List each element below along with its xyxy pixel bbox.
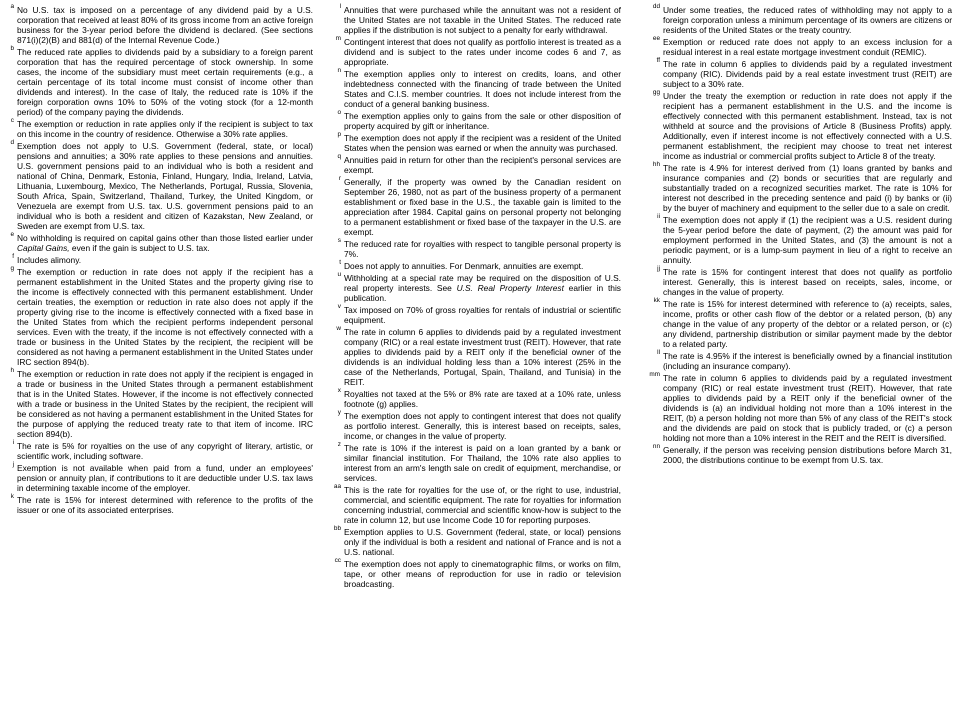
footnote-marker: u <box>337 271 341 278</box>
footnote-item-p <box>337 131 621 153</box>
footnote-text: Exemption applies to U.S. Government (federal, state, or local) pensions only if the individual is both a resident and national of France and is not a U.S. national. <box>344 527 621 557</box>
footnote-item-m <box>335 35 621 67</box>
footnote-item-nn <box>652 443 952 465</box>
footnote-item-r <box>338 175 621 237</box>
footnote-text: Generally, if the property was owned by the Canadian resident on September 26, 1980, not as part of the business property of a permanent establishment or fixed base in the U.S., the taxable gain is limited to the appreciation after 1984. Capital gains on personal property not belonging to a permanent establishment or fixed base of the taxpayer in the U.S. are exempt. <box>344 177 621 237</box>
footnote-marker: f <box>12 253 14 260</box>
footnote-marker: o <box>337 109 341 116</box>
footnote-text: The rate is 4.95% if the interest is beneficially owned by a financial institution (including an insurance company). <box>663 351 952 371</box>
footnote-text: The rate is 4.9% for interest derived from (1) loans granted by banks and insurance companies and (2) bonds or securities that are regularly and substantially traded on a recognized securities market. The rate is 10% for interest not described in the preceding sentence and paid (i) by banks or (ii) by the buyer of machinery and equipment to the seller due to a sale on credit. <box>663 163 952 213</box>
footnote-text: The rate is 5% for royalties on the use of any copyright of literary, artistic, or scientific work, including software. <box>17 441 313 461</box>
footnote-marker: p <box>337 131 341 138</box>
footnote-marker: v <box>337 303 341 310</box>
footnote-text: The exemption applies only to interest on credits, loans, and other indebtedness connected with the financing of trade between the United States and C.I.S. member countries. It does not include interest from the conduct of a general banking business. <box>344 69 621 109</box>
footnote-text: No U.S. tax is imposed on a percentage of any dividend paid by a U.S. corporation that received at least 80% of its gross income from an active foreign business for the 3-year period before the dividend is declared. (See sections 871(i)(2)(B) and 881(d) of the Internal Revenue Code.) <box>17 5 313 45</box>
footnote-item-ii <box>657 213 952 265</box>
footnote-item-i <box>12 439 313 461</box>
footnote-marker: jj <box>657 265 660 272</box>
footnote-item-x <box>337 387 621 409</box>
footnote-marker: dd <box>652 3 660 10</box>
footnote-item-dd <box>652 3 952 35</box>
footnote-item-o <box>337 109 621 131</box>
footnote-item-jj <box>657 265 952 297</box>
footnote-text: Annuities that were purchased while the annuitant was not a resident of the United States are not taxable in the United States. The reduced rate applies if the distribution is not subject to a penalty for early withdrawal. <box>344 5 621 35</box>
footnote-marker: z <box>337 441 341 448</box>
footnote-marker: c <box>10 117 14 124</box>
footnote-item-q <box>337 153 621 175</box>
footnote-item-h <box>10 367 313 439</box>
footnote-item-aa <box>333 483 621 525</box>
footnote-text: The rate is 15% for contingent interest that does not qualify as portfolio interest. Generally, this is interest based on receipts, sales, income, or changes in the value of property. <box>663 267 952 297</box>
footnote-item-bb <box>333 525 621 557</box>
footnote-marker: ll <box>657 349 660 356</box>
footnote-item-s <box>337 237 621 259</box>
footnote-text: Withholding at a special rate may be required on the disposition of U.S. real property interests. See U.S. Real Property Interest earlier in this publication. <box>344 273 621 303</box>
footnote-item-l <box>339 3 621 35</box>
footnote-marker: k <box>10 493 14 500</box>
footnote-text: The exemption does not apply to contingent interest that does not qualify as portfolio interest. Generally, this is interest based on receipts, sales, income, or changes in the value of property. <box>344 411 621 441</box>
footnote-item-n <box>337 67 621 109</box>
footnote-text: Includes alimony. <box>17 255 82 265</box>
footnote-item-t <box>339 259 621 271</box>
footnote-column-1 <box>10 3 313 517</box>
footnote-marker: g <box>10 265 14 272</box>
footnote-item-mm <box>649 371 952 443</box>
footnote-marker: x <box>337 387 341 394</box>
footnote-marker: ii <box>657 213 660 220</box>
footnote-marker: s <box>337 237 341 244</box>
footnote-text: Generally, if the person was receiving pension distributions before March 31, 2000, the distributions continue to be exempt from U.S. tax. <box>663 445 952 465</box>
footnote-marker: ff <box>656 57 660 64</box>
footnote-text: No withholding is required on capital gains other than those listed earlier under Capital Gains, even if the gain is subject to U.S. tax. <box>17 233 313 253</box>
footnote-marker: a <box>10 3 14 10</box>
footnote-text: The rate is 15% for interest determined with reference to the profits of the issuer or one of its associated enterprises. <box>17 495 313 515</box>
footnote-text: Exemption or reduced rate does not apply to an excess inclusion for a residual interest in a real estate mortgage investment conduit (REMIC). <box>663 37 952 57</box>
footnote-item-ll <box>657 349 952 371</box>
footnote-item-k <box>10 493 313 515</box>
footnote-text: Contingent interest that does not qualify as portfolio interest is treated as a dividend and is subject to the rates under income codes 6 and 7, as appropriate. <box>344 37 621 67</box>
footnote-marker: hh <box>652 161 660 168</box>
footnote-item-a <box>10 3 313 45</box>
footnote-item-v <box>337 303 621 325</box>
footnote-marker: e <box>10 231 14 238</box>
footnote-item-b <box>10 45 313 117</box>
footnote-text: The exemption does not apply if the recipient was a resident of the United States when the pension was earned or when the annuity was purchased. <box>344 133 621 153</box>
footnote-marker: y <box>337 409 341 416</box>
footnote-item-j <box>12 461 313 493</box>
footnote-marker: m <box>335 35 341 42</box>
footnote-marker: ee <box>652 35 660 42</box>
footnote-text: Royalties not taxed at the 5% or 8% rate are taxed at a 10% rate, unless footnote (g) applies. <box>344 389 621 409</box>
footnote-item-w <box>336 325 621 387</box>
footnote-column-3 <box>649 3 952 467</box>
footnote-marker: gg <box>652 89 660 96</box>
footnote-column-2 <box>333 3 621 591</box>
footnote-marker: d <box>10 139 14 146</box>
footnote-text: Does not apply to annuities. For Denmark, annuities are exempt. <box>344 261 584 271</box>
footnote-marker: q <box>337 153 341 160</box>
footnote-marker: mm <box>649 371 660 378</box>
footnote-text: The exemption does not apply to cinematographic films, or works on film, tape, or other means of reproduction for use in radio or television broadcasting. <box>344 559 621 589</box>
footnote-item-kk <box>653 297 952 349</box>
footnote-item-e <box>10 231 313 253</box>
footnote-marker: kk <box>653 297 660 304</box>
footnote-marker: r <box>338 175 341 182</box>
footnote-marker: bb <box>333 525 341 532</box>
footnote-text: The exemption does not apply if (1) the recipient was a U.S. resident during the 5-year period before the date of payment, (2) the amount was paid for employment performed in the United States, and (3) the amount is not a periodic payment, or is a lump-sum payment in lieu of a right to receive an annuity. <box>663 215 952 265</box>
footnote-text: The reduced rate applies to dividends paid by a subsidiary to a foreign parent corporation that has the required percentage of stock ownership. In some cases, the income of the subsidiary must meet certain requirements (e.g., a certain percentage of its total income must consist of income other than dividends and interest). In the case of Italy, the reduced rate is 10% if the foreign corporation owns 10% to 50% of the voting stock (for a 12-month period) of the company paying the dividends. <box>17 47 313 117</box>
footnote-item-ee <box>652 35 952 57</box>
footnote-item-z <box>337 441 621 483</box>
footnote-text: The exemption or reduction in rate applies only if the recipient is subject to tax on this income in the country of residence. Otherwise a 30% rate applies. <box>17 119 313 139</box>
footnote-marker: i <box>12 439 14 446</box>
footnote-marker: w <box>336 325 341 332</box>
footnote-text: Under some treaties, the reduced rates of withholding may not apply to a foreign corporation unless a minimum percentage of its owners are citizens or residents of the United States or the treaty country. <box>663 5 952 35</box>
footnote-marker: l <box>339 3 341 10</box>
footnote-marker: nn <box>652 443 660 450</box>
footnote-marker: cc <box>334 557 341 564</box>
footnote-text: Exemption is not available when paid from a fund, under an employees' pension or annuity plan, if contributions to it are deductible under U.S. tax laws in determining taxable income of the employer. <box>17 463 313 493</box>
footnote-text: The exemption or reduction in rate does not apply if the recipient is engaged in a trade or business in the United States through a permanent establishment that is in the United States. However, if the income is not effectively connected with a trade or business in the United States by the recipient, the recipient will be considered as not having a permanent establishment in the United States for the purpose of applying the reduced treaty rate to that item of income. IRC section 894(b). <box>17 369 313 439</box>
footnote-text: Under the treaty the exemption or reduction in rate does not apply if the recipient has a permanent establishment in the U.S. and the income is effectively connected with this permanent establishment. Instead, tax is not withheld at source and the provisions of Article 8 (Business Profits) apply. Additionally, even if interest income is not effectively connected with a U.S. permanent establishment, the recipient may choose to treat net interest income as industrial or commercial profits subject to Article 8 of the treaty. <box>663 91 952 161</box>
footnote-item-d <box>10 139 313 231</box>
footnote-marker: h <box>10 367 14 374</box>
footnote-text: The exemption or reduction in rate does not apply if the recipient has a permanent establishment in the United States and the property giving rise to the income is effectively connected with this permanent establishment. Under certain treaties, the exemption or reduction in rate also does not apply if the property giving rise to the income is effectively connected with a fixed base in the United States from which the recipient performs independent personal services. Even with the treaty, if the income is not effectively connected with a trade or business in the United States by the recipient, the recipient will be considered as not having a permanent establishment in the United States under IRC section 894(b). <box>17 267 313 367</box>
footnote-text: The rate in column 6 applies to dividends paid by a regulated investment company (RIC) or real estate investment trust (REIT). However, that rate applies to dividends paid by a REIT only if the beneficial owner of the dividends is (a) an individual holding not more than a 10% interest in the REIT, (b) a person holding not more than 5% of any class of the REIT's stock and the dividends are paid on stock that is publicly traded, or (c) a person holding not more than a 10% interest in the REIT and the REIT is diversified. <box>663 373 952 443</box>
footnote-text: Tax imposed on 70% of gross royalties for rentals of industrial or scientific equipment. <box>344 305 621 325</box>
footnote-text: Annuities paid in return for other than the recipient's personal services are exempt. <box>344 155 621 175</box>
footnote-item-ff <box>656 57 952 89</box>
footnote-marker: j <box>12 461 14 468</box>
footnote-text: The exemption applies only to gains from the sale or other disposition of property acquired by gift or inheritance. <box>344 111 621 131</box>
footnote-text: The rate in column 6 applies to dividends paid by a regulated investment company (RIC) or a real estate investment trust (REIT). However, that rate applies to dividends paid by a REIT only if the beneficial owner of the dividends is an individual holding less than a 10% interest (25% in the case of the Netherlands, Portugal, Spain, Thailand, and Tunisia) in the REIT. <box>344 327 621 387</box>
footnote-text: The rate is 15% for interest determined with reference to (a) receipts, sales, income, profits or other cash flow of the debtor or a related person, (b) any change in the value of any property of the debtor or a related person, or (c) any dividend, partnership distribution or similar payment made by the debtor to a related party. <box>663 299 952 349</box>
footnote-text: The rate in column 6 applies to dividends paid by a regulated investment company (RIC). Dividends paid by a real estate investment trust (REIT) are subject to a 30% rate. <box>663 59 952 89</box>
footnote-item-hh <box>652 161 952 213</box>
footnote-item-u <box>337 271 621 303</box>
footnote-text: This is the rate for royalties for the use of, or the right to use, industrial, commercial, and scientific equipment. The rate for royalties for information concerning industrial, commercial and scientific know-how is subject to the rate in column 12, but use Income Code 10 for reporting purposes. <box>344 485 621 525</box>
footnote-item-f <box>12 253 313 265</box>
footnote-item-gg <box>652 89 952 161</box>
footnote-marker: b <box>10 45 14 52</box>
footnote-item-c <box>10 117 313 139</box>
footnote-marker: aa <box>333 483 341 490</box>
footnote-text: The rate is 10% if the interest is paid on a loan granted by a bank or similar financial institution. For Thailand, the 10% rate also applies to interest from an arm's length sale on credit of equipment, merchandise, or services. <box>344 443 621 483</box>
footnote-item-y <box>337 409 621 441</box>
footnote-text: The reduced rate for royalties with respect to tangible personal property is 7%. <box>344 239 621 259</box>
footnote-item-g <box>10 265 313 367</box>
footnote-marker: t <box>339 259 341 266</box>
footnote-text: Exemption does not apply to U.S. Government (federal, state, or local) pensions and annuities; a 30% rate applies to these pensions and annuities. U.S. government pensions paid to an individual who is both a resident and national of China, Denmark, Estonia, Finland, Hungary, India, Ireland, Latvia, Lithuania, Luxembourg, Mexico, The Netherlands, Portugal, Russia, Slovenia, South Africa, Spain, Switzerland, Thailand, Turkey, the United Kingdom, or Venezuela are exempt from U.S. tax. U.S. government pensions paid to an individual who is both a resident and citizen of Kazakstan, New Zealand, or Sweden are exempt from U.S. tax. <box>17 141 313 231</box>
footnote-item-cc <box>334 557 621 589</box>
footnote-marker: n <box>337 67 341 74</box>
